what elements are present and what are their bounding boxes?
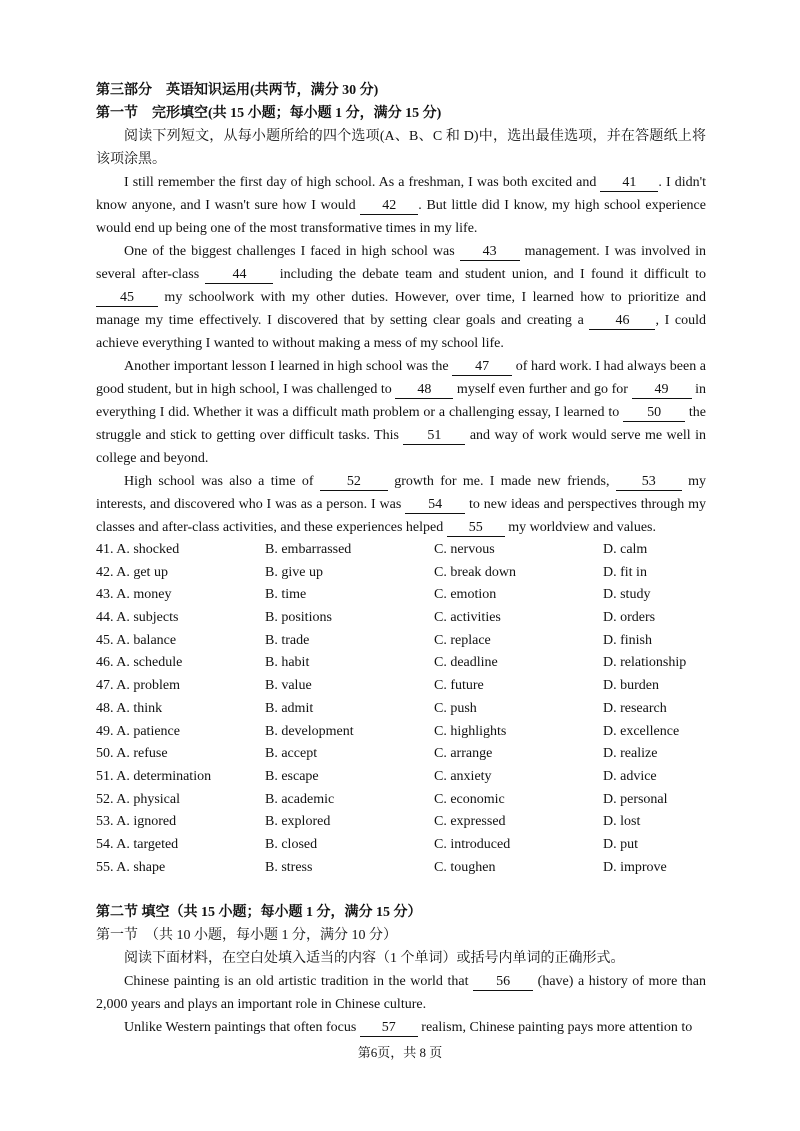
- option-c: C. introduced: [434, 836, 511, 852]
- option-row: [96, 675, 706, 698]
- blank-55: 55: [447, 519, 505, 537]
- blank-43: 43: [460, 243, 520, 261]
- options-list: [96, 539, 706, 879]
- option-b: B. habit: [265, 655, 310, 671]
- option-c: C. deadline: [434, 655, 498, 671]
- option-c: C. replace: [434, 632, 491, 648]
- option-d: D. improve: [603, 859, 667, 875]
- blank-45: 45: [96, 289, 158, 307]
- blank-41: 41: [600, 174, 658, 192]
- option-row: [96, 630, 706, 653]
- option-c: C. push: [434, 700, 477, 716]
- option-a: 50. A. refuse: [96, 746, 168, 762]
- option-row: [96, 698, 706, 721]
- option-a: 42. A. get up: [96, 564, 168, 580]
- option-d: D. excellence: [603, 723, 680, 739]
- option-c: C. toughen: [434, 859, 496, 875]
- option-d: D. lost: [603, 814, 641, 830]
- option-b: B. accept: [265, 746, 318, 762]
- blank-44: 44: [205, 266, 273, 284]
- option-a: 54. A. targeted: [96, 836, 179, 852]
- option-c: C. break down: [434, 564, 517, 580]
- option-c: C. highlights: [434, 723, 507, 739]
- option-b: B. admit: [265, 700, 314, 716]
- option-b: B. value: [265, 678, 312, 694]
- option-row: [96, 721, 706, 744]
- option-row: [96, 857, 706, 880]
- blank-52: 52: [320, 473, 388, 491]
- option-row: [96, 652, 706, 675]
- page-footer: 第6页，共 8 页: [357, 1045, 443, 1060]
- cloze-paragraph-3: Another important lesson I learned in high school was the 47 of hard work. I had always been a good student, but in high school, I was challenged to 48 myself even further and go for 49 in everything I did. Whether it was a difficult math problem or a challenging essay, I learned to 50 the struggle and stick to getting over difficult tasks. This 51 and way of work would serve me well in college and beyond.: [96, 359, 706, 466]
- option-d: D. study: [603, 587, 651, 603]
- option-row: [96, 789, 706, 812]
- section2-heading: 第二节 填空（共 15 小题；每小题 1 分，满分 15 分）: [96, 905, 422, 921]
- option-a: 49. A. patience: [96, 723, 180, 739]
- option-a: 47. A. problem: [96, 678, 180, 694]
- option-row: [96, 584, 706, 607]
- option-d: D. fit in: [603, 564, 647, 580]
- blank-53: 53: [616, 473, 682, 491]
- blank-49: 49: [632, 381, 692, 399]
- option-b: B. stress: [265, 859, 313, 875]
- option-b: B. trade: [265, 632, 310, 648]
- option-a: 43. A. money: [96, 587, 172, 603]
- option-row: [96, 743, 706, 766]
- option-d: D. relationship: [603, 655, 687, 671]
- blank-56: 56: [473, 973, 533, 991]
- option-d: D. burden: [603, 678, 659, 694]
- option-row: [96, 834, 706, 857]
- option-c: C. economic: [434, 791, 505, 807]
- blank-50: 50: [623, 404, 685, 422]
- option-c: C. anxiety: [434, 768, 492, 784]
- blank-54: 54: [405, 496, 465, 514]
- option-b: B. positions: [265, 610, 332, 626]
- option-c: C. expressed: [434, 814, 506, 830]
- option-b: B. development: [265, 723, 354, 739]
- option-row: [96, 811, 706, 834]
- section1-instruction: 阅读下列短文，从每小题所给的四个选项(A、B、C 和 D)中，选出最佳选项，并在答题纸上将该项涂黑。: [96, 129, 706, 167]
- exam-page: [96, 79, 706, 1039]
- option-b: B. explored: [265, 814, 331, 830]
- option-b: B. embarrassed: [265, 542, 352, 557]
- cloze-paragraph-2: One of the biggest challenges I faced in high school was 43 management. I was involved in several after-class 44 including the debate team and student union, and I found it difficult to 45 my schoolwork with my other duties. However, over time, I learned how to prioritize and manage my time effectively. I discovered that by setting clear goals and creating a 46 , I could achieve everything I wanted to without making a mess of my school life.: [96, 244, 707, 351]
- grammar-paragraph-2: Unlike Western paintings that often focus 57 realism, Chinese painting pays more attention to: [124, 1020, 693, 1036]
- option-c: C. emotion: [434, 587, 497, 603]
- blank-47: 47: [452, 358, 512, 376]
- blank-51: 51: [403, 427, 465, 445]
- option-c: C. nervous: [434, 542, 495, 557]
- option-d: D. realize: [603, 746, 658, 762]
- option-d: D. advice: [603, 768, 657, 784]
- section2-instruction: 阅读下面材料，在空白处填入适当的内容（1 个单词）或括号内单词的正确形式。: [124, 951, 625, 967]
- option-d: D. finish: [603, 632, 652, 648]
- option-row: [96, 562, 706, 585]
- option-a: 48. A. think: [96, 700, 163, 716]
- option-a: 44. A. subjects: [96, 610, 179, 626]
- blank-57: 57: [360, 1019, 418, 1037]
- option-b: B. time: [265, 587, 307, 603]
- blank-42: 42: [360, 197, 418, 215]
- blank-46: 46: [589, 312, 655, 330]
- option-c: C. arrange: [434, 746, 493, 762]
- option-a: 41. A. shocked: [96, 542, 180, 557]
- option-d: D. orders: [603, 610, 656, 626]
- option-b: B. closed: [265, 836, 318, 852]
- option-d: D. research: [603, 700, 667, 716]
- grammar-paragraph-1: Chinese painting is an old artistic tradition in the world that 56 (have) a history of more than 2,000 years and plays an important role in Chinese culture.: [96, 974, 706, 1013]
- option-b: B. academic: [265, 791, 335, 807]
- option-a: 53. A. ignored: [96, 814, 177, 830]
- option-c: C. future: [434, 678, 484, 694]
- option-a: 52. A. physical: [96, 791, 180, 807]
- option-a: 51. A. determination: [96, 768, 212, 784]
- option-row: [96, 607, 706, 630]
- option-d: D. personal: [603, 791, 668, 807]
- option-row: [96, 766, 706, 789]
- option-b: B. give up: [265, 564, 323, 580]
- option-a: 46. A. schedule: [96, 655, 183, 671]
- cloze-paragraph-4: High school was also a time of 52 growth for me. I made new friends, 53 my interests, and discovered who I was as a person. I was 54 to new ideas and perspectives through my classes and after-class activities, and these experiences helped 55 my worldview and values.: [96, 474, 706, 535]
- option-b: B. escape: [265, 768, 319, 784]
- option-d: D. calm: [603, 542, 648, 557]
- option-a: 45. A. balance: [96, 632, 177, 648]
- cloze-paragraph-1: I still remember the first day of high school. As a freshman, I was both excited and 41 . I didn't know anyone, and I wasn't sure how I would 42 . But little did I know, my high school experience would end up being one of the most transformative times in my life.: [96, 175, 707, 236]
- option-row: [96, 539, 706, 562]
- blank-48: 48: [395, 381, 453, 399]
- part-heading: 第三部分 英语知识运用(共两节，满分 30 分): [96, 83, 379, 98]
- option-c: C. activities: [434, 610, 501, 626]
- option-a: 55. A. shape: [96, 859, 166, 875]
- option-d: D. put: [603, 836, 638, 852]
- section2-sub-heading: 第一节 （共 10 小题，每小题 1 分，满分 10 分）: [96, 928, 397, 944]
- section1-heading: 第一节 完形填空(共 15 小题；每小题 1 分，满分 15 分): [96, 106, 442, 121]
